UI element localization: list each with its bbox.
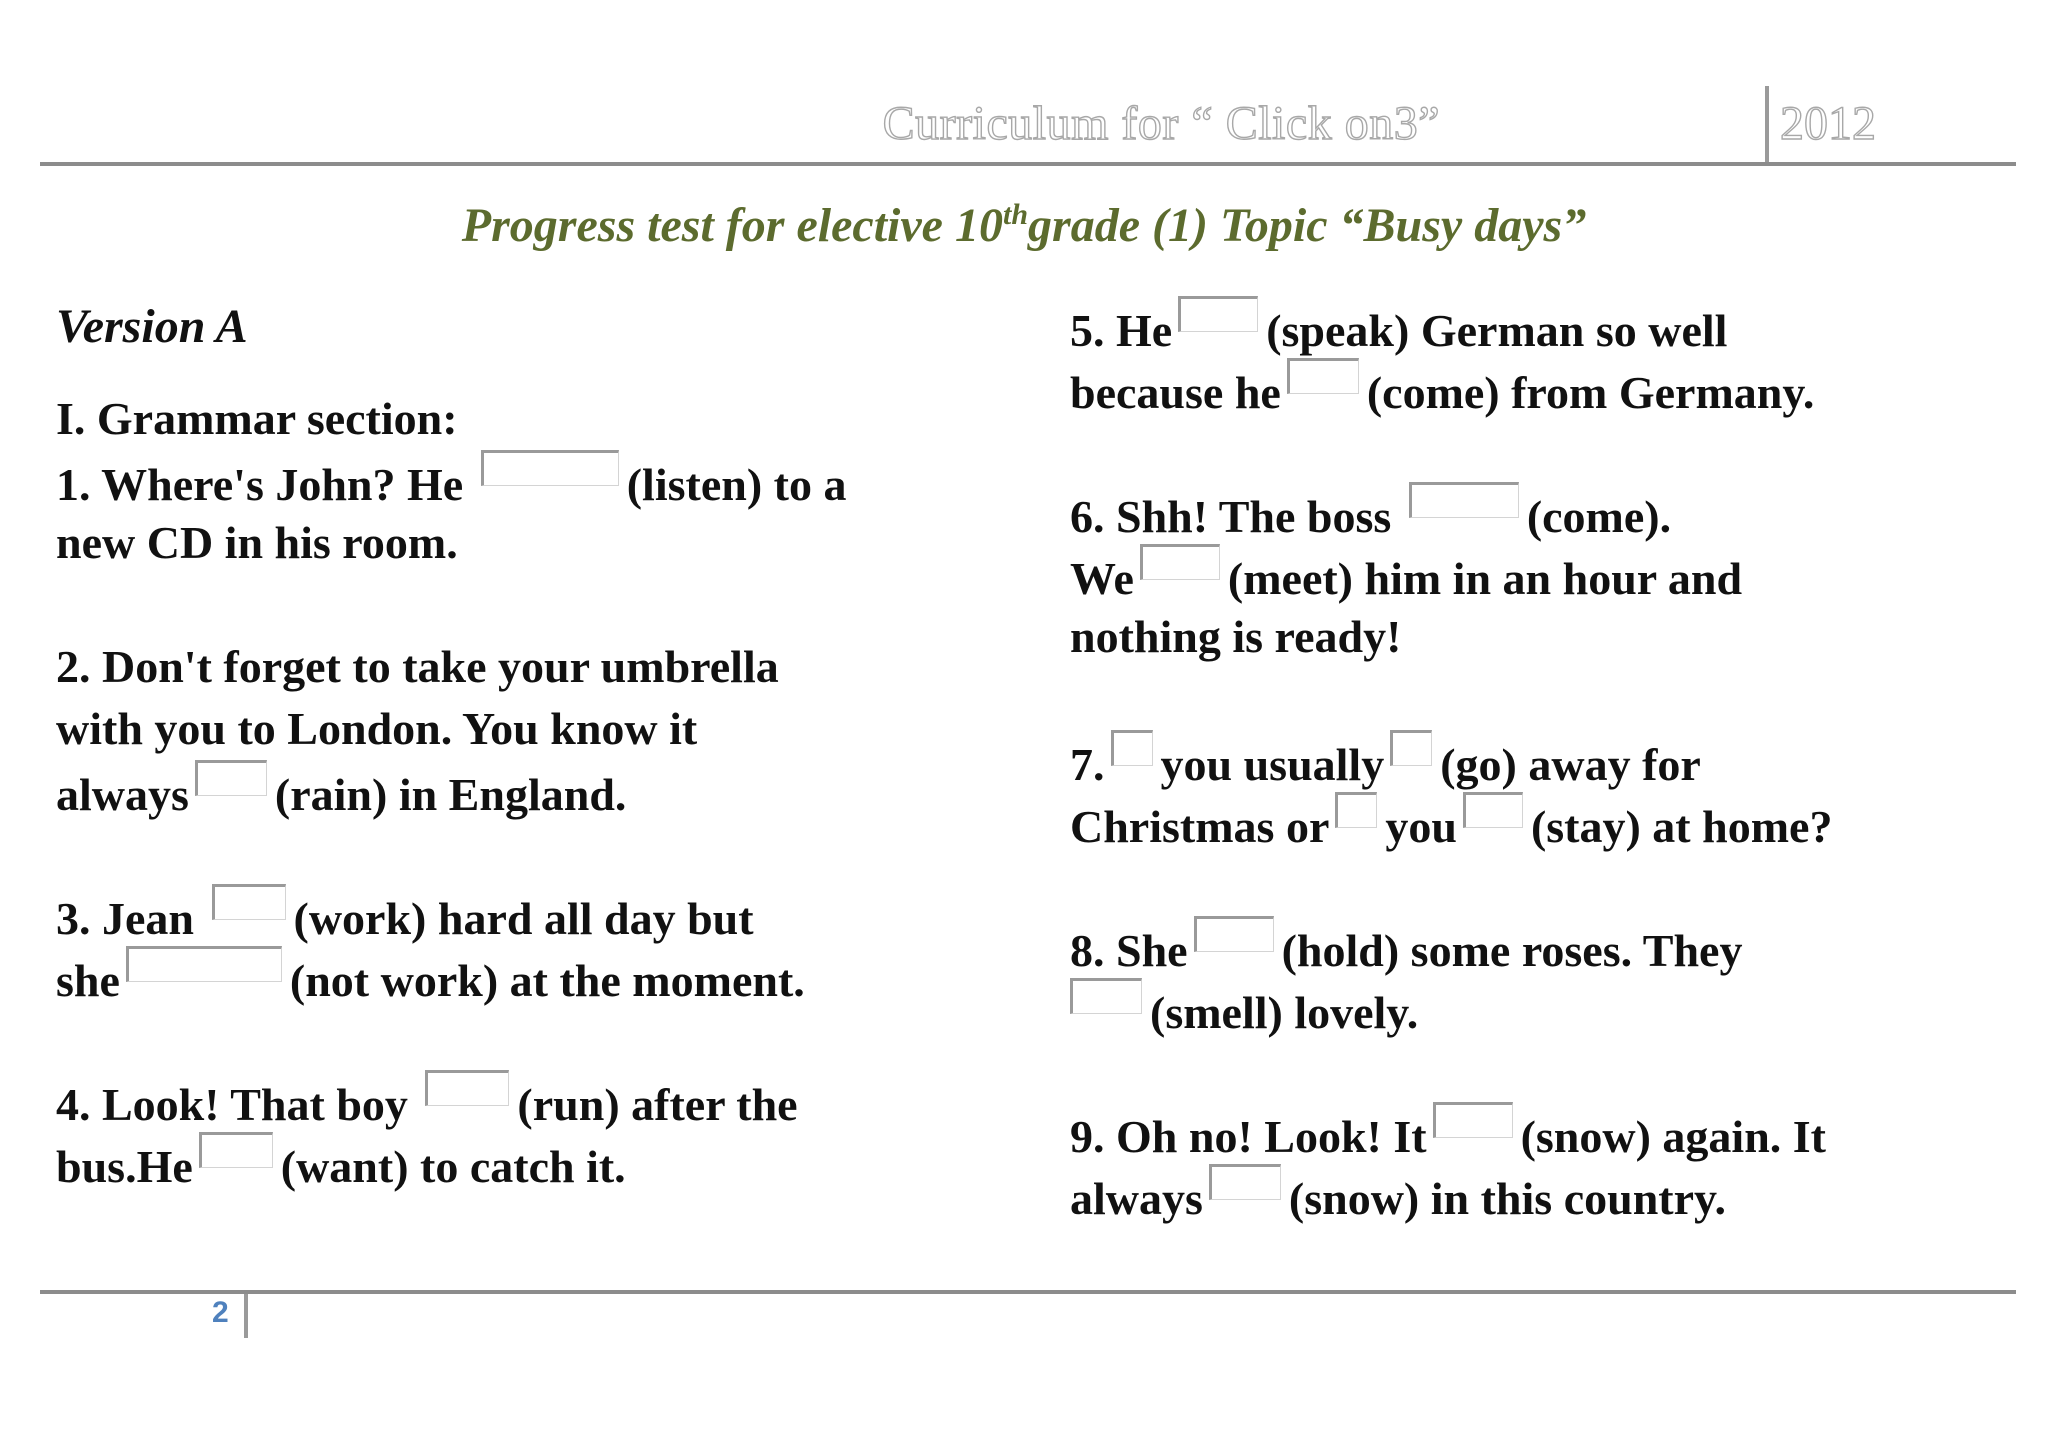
answer-box-q7b[interactable] xyxy=(1390,730,1432,766)
q9-line-2: always (snow) in this country. xyxy=(1070,1164,2030,1226)
q6-line-1: 6. Shh! The boss (come). xyxy=(1070,482,2030,544)
answer-box-q2[interactable] xyxy=(195,760,267,796)
answer-box-q4b[interactable] xyxy=(199,1132,273,1168)
q2-line-1: 2. Don't forget to take your umbrella xyxy=(56,641,779,692)
q4-line-1: 4. Look! That boy (run) after the xyxy=(56,1070,1016,1132)
answer-box-q3b[interactable] xyxy=(126,946,282,982)
q2-line-2: with you to London. You know it xyxy=(56,703,698,754)
q1-line-2: new CD in his room. xyxy=(56,517,458,568)
q8-line-2: (smell) lovely. xyxy=(1070,978,2030,1040)
header-divider xyxy=(1765,86,1769,162)
answer-box-q5a[interactable] xyxy=(1178,296,1258,332)
footer-divider xyxy=(244,1294,248,1338)
right-column xyxy=(1070,296,2030,1226)
answer-box-q7d[interactable] xyxy=(1463,792,1523,828)
footer-rule xyxy=(40,1290,2016,1294)
header-year: 2012 xyxy=(1780,97,1876,150)
q1-line-1: 1. Where's John? He (listen) to a xyxy=(56,450,1016,512)
page-number: 2 xyxy=(212,1296,229,1329)
page-title xyxy=(0,198,2048,253)
q6-line-3: nothing is ready! xyxy=(1070,611,1402,662)
answer-box-q1[interactable] xyxy=(481,450,619,486)
answer-box-q7a[interactable] xyxy=(1111,730,1153,766)
header-title: Curriculum for “ Click on3” xyxy=(882,97,1440,150)
answer-box-q5b[interactable] xyxy=(1287,358,1359,394)
answer-box-q9b[interactable] xyxy=(1209,1164,1281,1200)
left-column xyxy=(56,296,1016,1194)
answer-box-q7c[interactable] xyxy=(1335,792,1377,828)
title-superscript: th xyxy=(1002,198,1029,231)
header-rule xyxy=(40,162,2016,166)
q6-line-2: We (meet) him in an hour and xyxy=(1070,544,2030,606)
answer-box-q8b[interactable] xyxy=(1070,978,1142,1014)
answer-box-q3a[interactable] xyxy=(212,884,286,920)
q2-line-3: always (rain) in England. xyxy=(56,760,1016,822)
q7-line-1: 7. you usually (go) away for xyxy=(1070,730,2030,792)
q3-line-2: she (not work) at the moment. xyxy=(56,946,1016,1008)
answer-box-q9a[interactable] xyxy=(1433,1102,1513,1138)
answer-box-q6a[interactable] xyxy=(1409,482,1519,518)
q3-line-1: 3. Jean (work) hard all day but xyxy=(56,884,1016,946)
q5-line-2: because he (come) from Germany. xyxy=(1070,358,2030,420)
answer-box-q6b[interactable] xyxy=(1140,544,1220,580)
section-heading: I. Grammar section: xyxy=(56,393,458,444)
q7-line-2: Christmas or you (stay) at home? xyxy=(1070,792,2030,854)
title-topic: grade (1) Topic “Busy days” xyxy=(1028,199,1587,252)
answer-box-q8a[interactable] xyxy=(1194,916,1274,952)
q8-line-1: 8. She (hold) some roses. They xyxy=(1070,916,2030,978)
version-label: Version A xyxy=(56,300,248,353)
title-main: Progress test for elective 10 xyxy=(461,199,1003,252)
answer-box-q4a[interactable] xyxy=(425,1070,509,1106)
q5-line-1: 5. He (speak) German so well xyxy=(1070,296,2030,358)
q9-line-1: 9. Oh no! Look! It (snow) again. It xyxy=(1070,1102,2030,1164)
q4-line-2: bus.He (want) to catch it. xyxy=(56,1132,1016,1194)
